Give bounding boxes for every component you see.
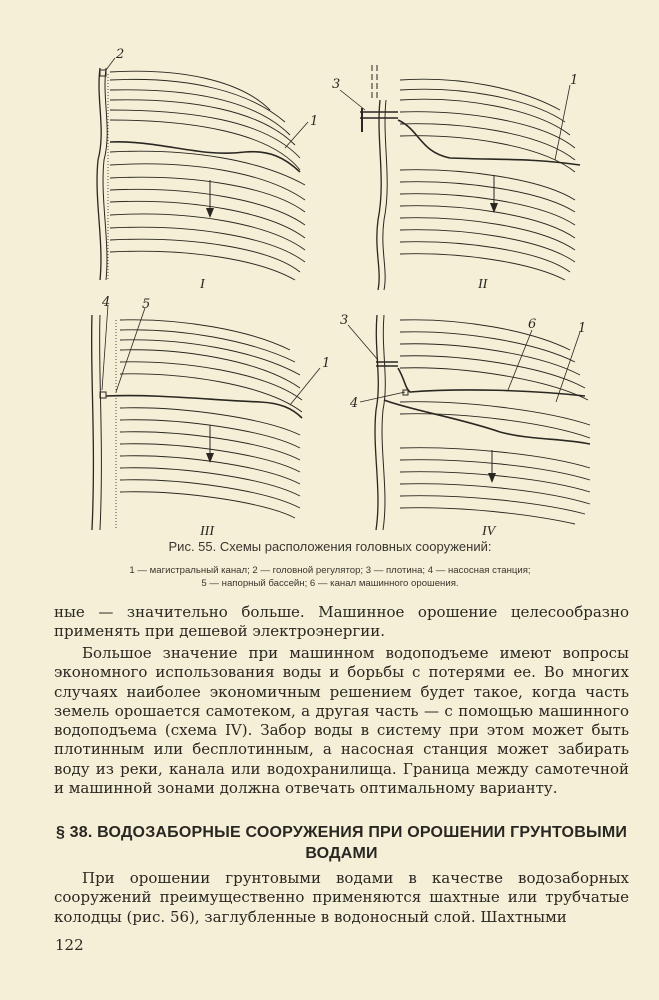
panel-i (97, 47, 318, 292)
paragraph-continuation: ные — значительно больше. Машинное орошение целесообразно применять при дешевой электроэнергии. (54, 603, 629, 641)
callout-4: 4 (350, 396, 359, 411)
legend-line-2: 5 — напорный бассейн; 6 — канал машинного орошения. (201, 578, 459, 589)
paragraph-groundwater: При орошении грунтовыми водами в качестве водозаборных сооружений преимущественно применяются шахтные или трубчатые колодцы (рис. 56), заглубленные в водоносный слой. Шахтными (54, 869, 629, 926)
callout-6: 6 (528, 317, 537, 332)
panel-ii (332, 65, 580, 292)
panel-label-iii: III (200, 524, 214, 539)
callout-1: 1 (570, 73, 579, 88)
callout-3: 3 (332, 77, 341, 92)
section-heading: § 38. ВОДОЗАБОРНЫЕ СООРУЖЕНИЯ ПРИ ОРОШЕНИИ ГРУНТОВЫМИ ВОДАМИ (55, 824, 628, 862)
callout-1: 1 (578, 321, 587, 336)
panel-iii (92, 295, 331, 539)
callout-5: 5 (142, 297, 151, 312)
page-number: 122 (55, 936, 84, 954)
callout-1: 1 (322, 356, 331, 371)
headworks-schemes-diagram (60, 40, 620, 540)
callout-2: 2 (116, 47, 125, 62)
figure-caption: Рис. 55. Схемы расположения головных сооружений: (168, 539, 492, 554)
panel-label-i: I (200, 277, 205, 292)
legend-line-1: 1 — магистральный канал; 2 — головной регулятор; 3 — плотина; 4 — насосная станция; (129, 565, 531, 576)
panel-iv (340, 313, 590, 539)
callout-3: 3 (340, 313, 349, 328)
panel-label-ii: II (478, 277, 488, 292)
figure-55 (60, 40, 620, 540)
callout-1: 1 (310, 114, 319, 129)
paragraph-machine-lift: Большое значение при машинном водоподъеме имеют вопросы экономного использования воды и борьбы с потерями ее. Во многих случаях наиболее экономичным решением будет такое, когда часть земель орошается самотеком, а другая часть — с помощью машинного водоподъема (схема IV). Забор воды в систему при этом может быть плотинным или бесплотинным, а насосная станция может забирать воду из реки, канала или водохранилища. Граница между самотечной и машинной зонами должна отвечать оптимальному варианту. (54, 644, 629, 798)
panel-label-iv: IV (482, 524, 496, 539)
callout-4: 4 (102, 295, 111, 310)
figure-legend (40, 564, 620, 590)
